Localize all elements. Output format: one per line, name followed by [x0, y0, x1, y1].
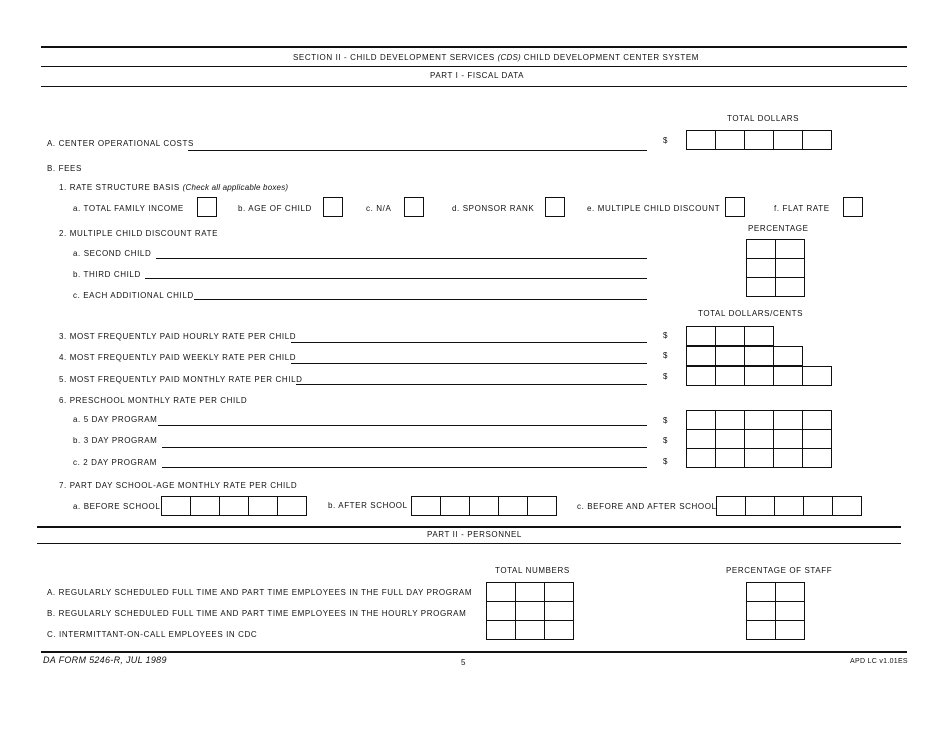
center-operational-costs-line[interactable]: [188, 150, 647, 151]
second-child-label: a. SECOND CHILD: [73, 249, 152, 258]
top-rule: [41, 46, 907, 48]
option-flat-rate: f. FLAT RATE: [774, 204, 830, 213]
total-numbers-grid[interactable]: [486, 582, 573, 639]
checkbox-sponsor-rank[interactable]: [545, 197, 565, 217]
part1-title: PART I - FISCAL DATA: [430, 71, 525, 80]
school-age-label: 7. PART DAY SCHOOL-AGE MONTHLY RATE PER CHILD: [59, 481, 298, 490]
total-dollars-header: TOTAL DOLLARS: [727, 114, 800, 123]
monthly-rate-label: 5. MOST FREQUENTLY PAID MONTHLY RATE PER CHILD: [59, 375, 303, 384]
option-total-family-income: a. TOTAL FAMILY INCOME: [73, 204, 184, 213]
section-abbrev: (CDS): [497, 53, 521, 62]
percentage-grid[interactable]: [746, 239, 804, 296]
three-day-dollar-sign: $: [663, 436, 669, 445]
five-day-dollar-sign: $: [663, 416, 669, 425]
section-title: SECTION II - CHILD DEVELOPMENT SERVICES (CDS) CHILD DEVELOPMENT CENTER SYSTEM: [293, 53, 700, 62]
multi-child-label: 2. MULTIPLE CHILD DISCOUNT RATE: [59, 229, 219, 238]
option-na: c. N/A: [366, 204, 392, 213]
after-school-grid[interactable]: [411, 496, 556, 515]
version-label: APD LC v1.01ES: [850, 658, 908, 665]
section-rule: [41, 66, 907, 67]
two-day-dollar-sign: $: [663, 457, 669, 466]
checkbox-total-family-income[interactable]: [197, 197, 217, 217]
on-call-employees-label: C. INTERMITTANT-ON-CALL EMPLOYEES IN CDC: [47, 630, 258, 639]
two-day-label: c. 2 DAY PROGRAM: [73, 458, 157, 467]
third-child-label: b. THIRD CHILD: [73, 270, 141, 279]
before-and-after-school-label: c. BEFORE AND AFTER SCHOOL: [577, 502, 717, 511]
hourly-rate-grid[interactable]: [686, 326, 773, 345]
weekly-dollar-sign: $: [663, 351, 669, 360]
before-school-grid[interactable]: [161, 496, 306, 515]
monthly-rate-grid[interactable]: [686, 366, 831, 385]
weekly-rate-grid[interactable]: [686, 346, 802, 365]
full-day-employees-label: A. REGULARLY SCHEDULED FULL TIME AND PART TIME EMPLOYEES IN THE FULL DAY PROGRAM: [47, 588, 473, 597]
weekly-rate-label: 4. MOST FREQUENTLY PAID WEEKLY RATE PER CHILD: [59, 353, 297, 362]
center-operational-costs-grid[interactable]: [686, 130, 831, 149]
part2-title: PART II - PERSONNEL: [427, 530, 522, 539]
percentage-of-staff-grid[interactable]: [746, 582, 804, 639]
monthly-rate-line[interactable]: [296, 384, 647, 385]
hourly-rate-label: 3. MOST FREQUENTLY PAID HOURLY RATE PER CHILD: [59, 332, 297, 341]
total-numbers-header: TOTAL NUMBERS: [495, 566, 570, 575]
five-day-label: a. 5 DAY PROGRAM: [73, 415, 158, 424]
two-day-line[interactable]: [162, 467, 647, 468]
weekly-rate-line[interactable]: [291, 363, 647, 364]
fees-label: B. FEES: [47, 164, 82, 173]
total-dollars-cents-header: TOTAL DOLLARS/CENTS: [698, 309, 804, 318]
part2-top-rule: [37, 526, 901, 528]
checkbox-na[interactable]: [404, 197, 424, 217]
monthly-dollar-sign: $: [663, 372, 669, 381]
preschool-label: 6. PRESCHOOL MONTHLY RATE PER CHILD: [59, 396, 248, 405]
percentage-of-staff-header: PERCENTAGE OF STAFF: [726, 566, 833, 575]
after-school-label: b. AFTER SCHOOL: [328, 501, 408, 510]
checkbox-age-of-child[interactable]: [323, 197, 343, 217]
each-additional-child-line[interactable]: [194, 299, 647, 300]
footer-rule: [41, 651, 907, 653]
rate-structure-label: 1. RATE STRUCTURE BASIS (Check all applicable boxes): [59, 183, 289, 192]
hourly-dollar-sign: $: [663, 331, 669, 340]
center-operational-costs-label: A. CENTER OPERATIONAL COSTS: [47, 139, 194, 148]
part2-rule: [37, 543, 901, 544]
five-day-line[interactable]: [158, 425, 647, 426]
before-school-label: a. BEFORE SCHOOL: [73, 502, 161, 511]
option-sponsor-rank: d. SPONSOR RANK: [452, 204, 535, 213]
checkbox-multiple-child-discount[interactable]: [725, 197, 745, 217]
third-child-line[interactable]: [145, 278, 647, 279]
each-additional-child-label: c. EACH ADDITIONAL CHILD: [73, 291, 194, 300]
three-day-line[interactable]: [162, 447, 647, 448]
page-number: 5: [461, 658, 467, 667]
option-age-of-child: b. AGE OF CHILD: [238, 204, 312, 213]
before-and-after-school-grid[interactable]: [716, 496, 861, 515]
form-id: DA FORM 5246-R, JUL 1989: [43, 655, 167, 665]
percentage-header: PERCENTAGE: [748, 224, 809, 233]
dollar-sign: $: [663, 136, 669, 145]
hourly-employees-label: B. REGULARLY SCHEDULED FULL TIME AND PART TIME EMPLOYEES IN THE HOURLY PROGRAM: [47, 609, 467, 618]
option-multiple-child-discount: e. MULTIPLE CHILD DISCOUNT: [587, 204, 721, 213]
hourly-rate-line[interactable]: [291, 342, 647, 343]
three-day-label: b. 3 DAY PROGRAM: [73, 436, 158, 445]
preschool-grid[interactable]: [686, 410, 831, 467]
second-child-line[interactable]: [156, 258, 647, 259]
checkbox-flat-rate[interactable]: [843, 197, 863, 217]
part1-rule: [41, 86, 907, 87]
